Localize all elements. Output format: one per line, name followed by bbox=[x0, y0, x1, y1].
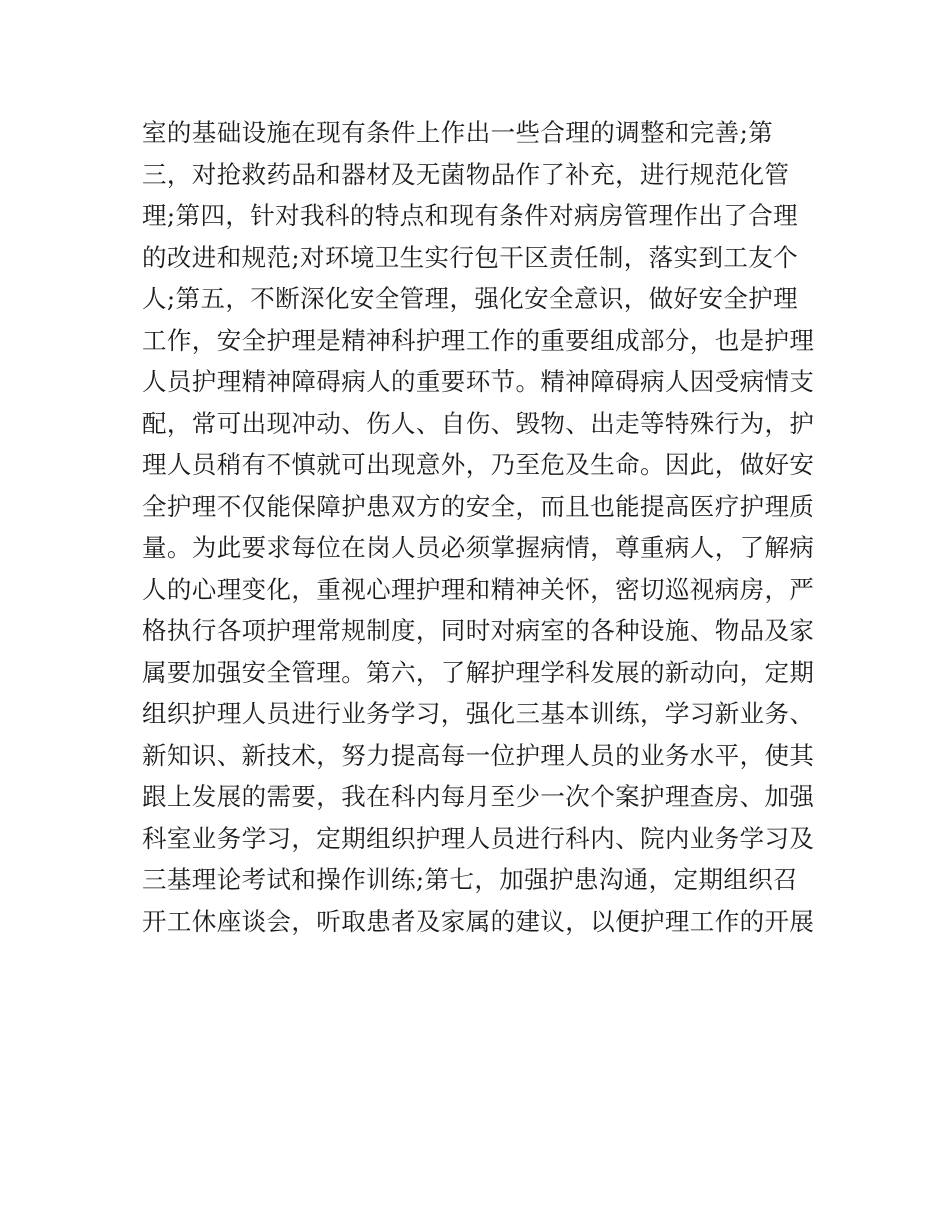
text-line: 室的基础设施在现有条件上作出一些合理的调整和完善;第 bbox=[142, 118, 774, 147]
text-line: 工作，安全护理是精神科护理工作的重要组成部分，也是护理 bbox=[142, 325, 815, 355]
text-line: 量。为此要求每位在岗人员必须掌握病情，尊重病人，了解病 bbox=[142, 533, 815, 562]
text-line: 人员护理精神障碍病人的重要环节。精神障碍病人因受病情支 bbox=[142, 367, 815, 396]
text-line: 开工休座谈会，听取患者及家属的建议，以便护理工作的开展 bbox=[142, 906, 815, 936]
text-line: 属要加强安全管理。第六，了解护理学科发展的新动向，定期 bbox=[142, 657, 815, 687]
text-line: 人的心理变化，重视心理护理和精神关怀，密切巡视病房，严 bbox=[142, 574, 815, 604]
text-line: 三，对抢救药品和器材及无菌物品作了补充，进行规范化管 bbox=[142, 159, 790, 189]
text-line: 跟上发展的需要，我在科内每月至少一次个案护理查房、加强 bbox=[142, 782, 815, 811]
text-line: 全护理不仅能保障护患双方的安全，而且也能提高医疗护理质 bbox=[142, 491, 815, 521]
text-line: 格执行各项护理常规制度，同时对病室的各种设施、物品及家 bbox=[142, 616, 815, 645]
text-line: 的改进和规范;对环境卫生实行包干区责任制，落实到工友个 bbox=[142, 242, 799, 272]
body-paragraph bbox=[142, 112, 822, 942]
text-line: 三基理论考试和操作训练;第七，加强护患沟通，定期组织召 bbox=[142, 865, 799, 894]
text-line: 新知识、新技术，努力提高每一位护理人员的业务水平，使其 bbox=[142, 740, 815, 770]
text-line: 人;第五，不断深化安全管理，强化安全意识，做好安全护理 bbox=[142, 284, 799, 313]
text-line: 理人员稍有不慎就可出现意外，乃至危及生命。因此，做好安 bbox=[142, 450, 815, 479]
text-line: 理;第四，针对我科的特点和现有条件对病房管理作出了合理 bbox=[142, 201, 799, 230]
text-line: 科室业务学习，定期组织护理人员进行科内、院内业务学习及 bbox=[142, 823, 815, 853]
text-line: 组织护理人员进行业务学习，强化三基本训练，学习新业务、 bbox=[142, 699, 815, 728]
text-line: 配，常可出现冲动、伤人、自伤、毁物、出走等特殊行为，护 bbox=[142, 408, 815, 438]
